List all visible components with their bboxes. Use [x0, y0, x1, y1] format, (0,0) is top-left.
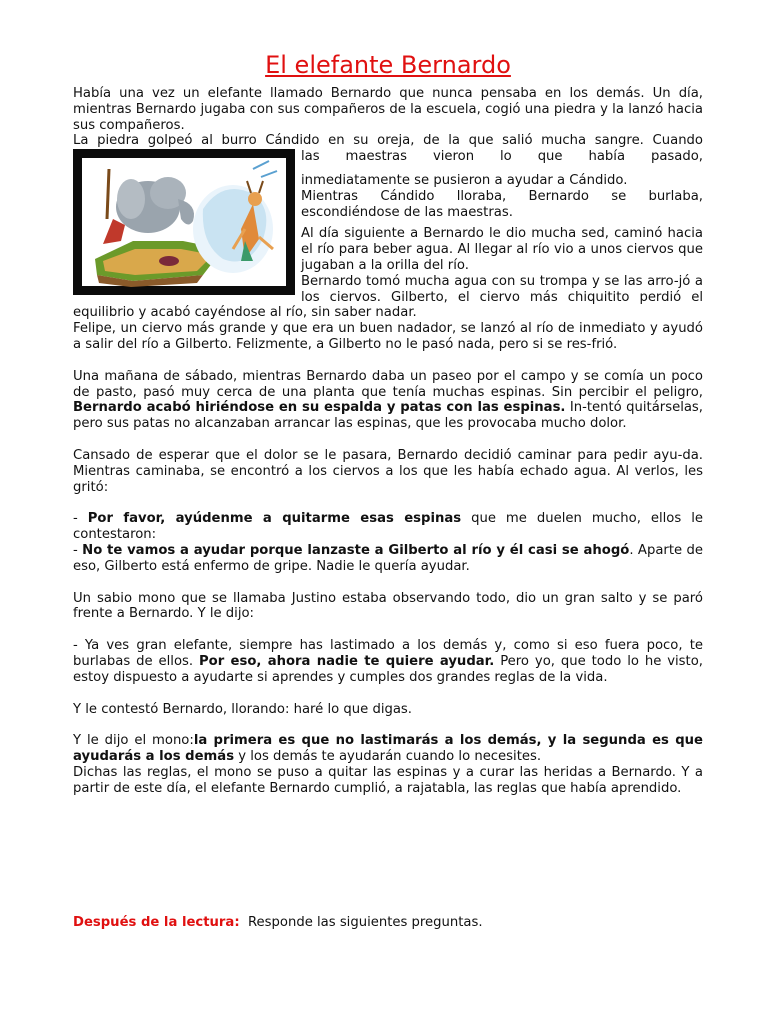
- paragraph-4: Al día siguiente a Bernardo le dio mucha sed, caminó hacia el río para beber agua. Al llegar al río vio a unos ciervos que jugaban a la orilla del río.: [301, 226, 703, 273]
- paragraph-7: Una mañana de sábado, mientras Bernardo daba un paseo por el campo y se comía un poco de pasto, pasó muy cerca de una planta que tenía muchas espinas. Sin percibir el peligro, Bernardo acabó hiriéndose en su espalda y patas con las espinas. In-tentó quitárselas, pero sus patas no alcanzaban arrancar las espinas, que les provocaba mucho dolor.: [73, 368, 703, 432]
- paragraph-11: Y le contestó Bernardo, llorando: haré lo que digas.: [73, 701, 412, 717]
- after-reading-instruction: Responde las siguientes preguntas.: [239, 915, 483, 930]
- after-reading-section: [73, 915, 483, 931]
- paragraph-1: Había una vez un elefante llamado Bernardo que nunca pensaba en los demás. Un día, mientras Bernardo jugaba con sus compañeros de la escuela, cogió una piedra y la lanzó hacia sus compañeros.: [73, 86, 703, 133]
- paragraph-12: Y le dijo el mono:la primera es que no lastimarás a los demás, y la segunda es que ayudarás a los demás y los demás te ayudarán cuando lo necesites.: [73, 733, 703, 765]
- paragraph-8: Cansado de esperar que el dolor se le pasara, Bernardo decidió caminar para pedir ayu-da. Mientras caminaba, se encontró a los ciervos a los que les había echado agua. Al verlos, les gritó:: [73, 447, 703, 495]
- story-page: [73, 50, 703, 796]
- dialogue-1-emphasis: Por favor, ayúdenme a quitarme esas espinas: [87, 511, 462, 527]
- story-title: El elefante Bernardo: [265, 51, 511, 79]
- paragraph-6: Felipe, un ciervo más grande y que era un buen nadador, se lanzó al río de inmediato y ayudó a salir del río a Gilberto. Felizmente, a Gilberto no le pasó nada, pero si se res-frió.: [73, 321, 703, 352]
- paragraph-7-emphasis: Bernardo acabó hiriéndose en su espalda y patas con las espinas.: [73, 400, 566, 416]
- paragraph-12-emphasis: la primera es que no lastimarás a los demás, y la segunda es que ayudarás a los demás: [73, 733, 703, 765]
- dialogue-1: - Por favor, ayúdenme a quitarme esas espinas que me duelen mucho, ellos le contestaron:: [73, 511, 704, 543]
- paragraph-5: Bernardo tomó mucha agua con su trompa y se las arro-jó a los ciervos. Gilberto, el ciervo más chiquitito perdió el equilibrio y acabó cayéndose al río, sin saber nadar.: [73, 273, 703, 321]
- dialogue-2: - No te vamos a ayudar porque lanzaste a Gilberto al río y él casi se ahogó. Aparte de eso, Gilberto está enfermo de gripe. Nadie le quería ayudar.: [73, 542, 703, 574]
- paragraph-10-emphasis: Por eso, ahora nadie te quiere ayudar.: [199, 653, 495, 669]
- paragraph-2-line: La piedra golpeó al burro Cándido en su oreja, de la que salió mucha sangre. Cuando: [73, 133, 703, 149]
- after-reading-label: Después de la lectura:: [73, 915, 240, 930]
- dialogue-2-emphasis: No te vamos a ayudar porque lanzaste a Gilberto al río y él casi se ahogó: [82, 542, 630, 558]
- paragraph-9: Un sabio mono que se llamaba Justino estaba observando todo, dio un gran salto y se paró frente a Bernardo. Y le dijo:: [73, 590, 703, 622]
- paragraph-2-cont: las maestras vieron lo que había pasado,: [301, 149, 703, 165]
- paragraph-13: Dichas las reglas, el mono se puso a quitar las espinas y a curar las heridas a Bernardo. Y a partir de este día, el elefante Bernardo cumplió, a rajatabla, las reglas que había aprendido.: [73, 764, 703, 796]
- paragraph-10: - Ya ves gran elefante, siempre has lastimado a los demás y, como si eso fuera poco, te burlabas de ellos. Por eso, ahora nadie te quiere ayudar. Pero yo, que todo lo he visto, estoy dispuesto a ayudarte si aprendes y cumples dos grandes reglas de la vida.: [73, 638, 703, 685]
- elephant-illustration: [73, 149, 295, 295]
- paragraph-2-end: inmediatamente se pusieron a ayudar a Cándido.: [301, 172, 628, 188]
- paragraph-3: Mientras Cándido lloraba, Bernardo se burlaba, escondiéndose de las maestras.: [301, 188, 703, 220]
